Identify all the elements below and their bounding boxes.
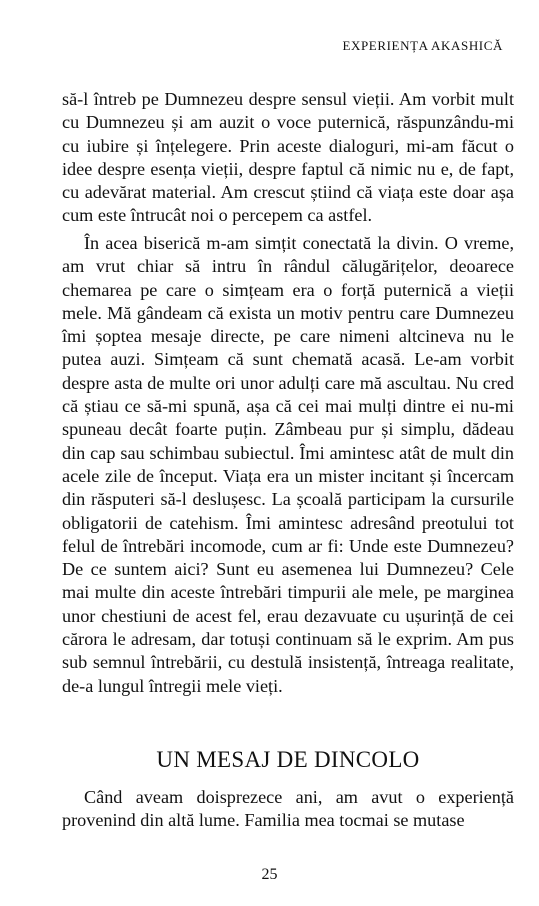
paragraph-2: În acea biserică m-am simțit conectată la divin. O vreme, am vrut chiar să intru în rândul călugărițelor, deoarece chemarea pe care o simțeam era o forță puternică a vieții mele. Mă gândeam că exista un motiv pentru care Dumnezeu îmi șoptea mesaje directe, pe care nimeni altcineva nu le putea auzi. Simțeam că sunt chemată acasă. Le-am vorbit despre asta de multe ori unor adulți care mă ascultau. Nu cred că știau ce să-mi spună, așa că cei mai mulți dintre ei nu-mi spuneau decât foarte puțin. Zâmbeau pur și simplu, dădeau din cap sau schimbau subiectul. Îmi amintesc atât de mult din acele zile de început. Viața era un mister incitant și încercam din răsputeri să-l deslușesc. La școală participam la cursurile obligatorii de catehism. Îmi amintesc adresând preotului tot felul de întrebări incomode, cum ar fi: Unde este Dumnezeu? De ce suntem aici? Sunt eu asemenea lui Dumnezeu? Cele mai multe din aceste întrebări timpurii ale mele, pe marginea unor chestiuni de acest fel, erau dezavuate cu ușurință de cei cărora le adresam, dar totuși continuam să le exprim. Am pus sub semnul întrebării, cu destulă insistență, întreaga realitate, de-a lungul întregii mele vieți. [62, 233, 514, 696]
running-header: EXPERIENȚA AKASHICĂ [342, 38, 503, 53]
paragraph-3: Când aveam doisprezece ani, am avut o experiență provenind din altă lume. Familia mea tocmai se mutase [62, 787, 514, 831]
page-number: 25 [261, 866, 278, 883]
paragraph-1: să-l întreb pe Dumnezeu despre sensul vieții. Am vorbit mult cu Dumnezeu și am auzit o voce puternică, răspunzându-mi cu iubire și înțelegere. Prin aceste dialoguri, mi-am făcut o idee despre esența vieții, despre faptul că nimic nu e, de fapt, cu adevărat material. Am crescut știind că viața este doar așa cum este întrucât noi o percepem ca astfel. [62, 89, 514, 226]
section-heading: UN MESAJ DE DINCOLO [156, 747, 420, 772]
